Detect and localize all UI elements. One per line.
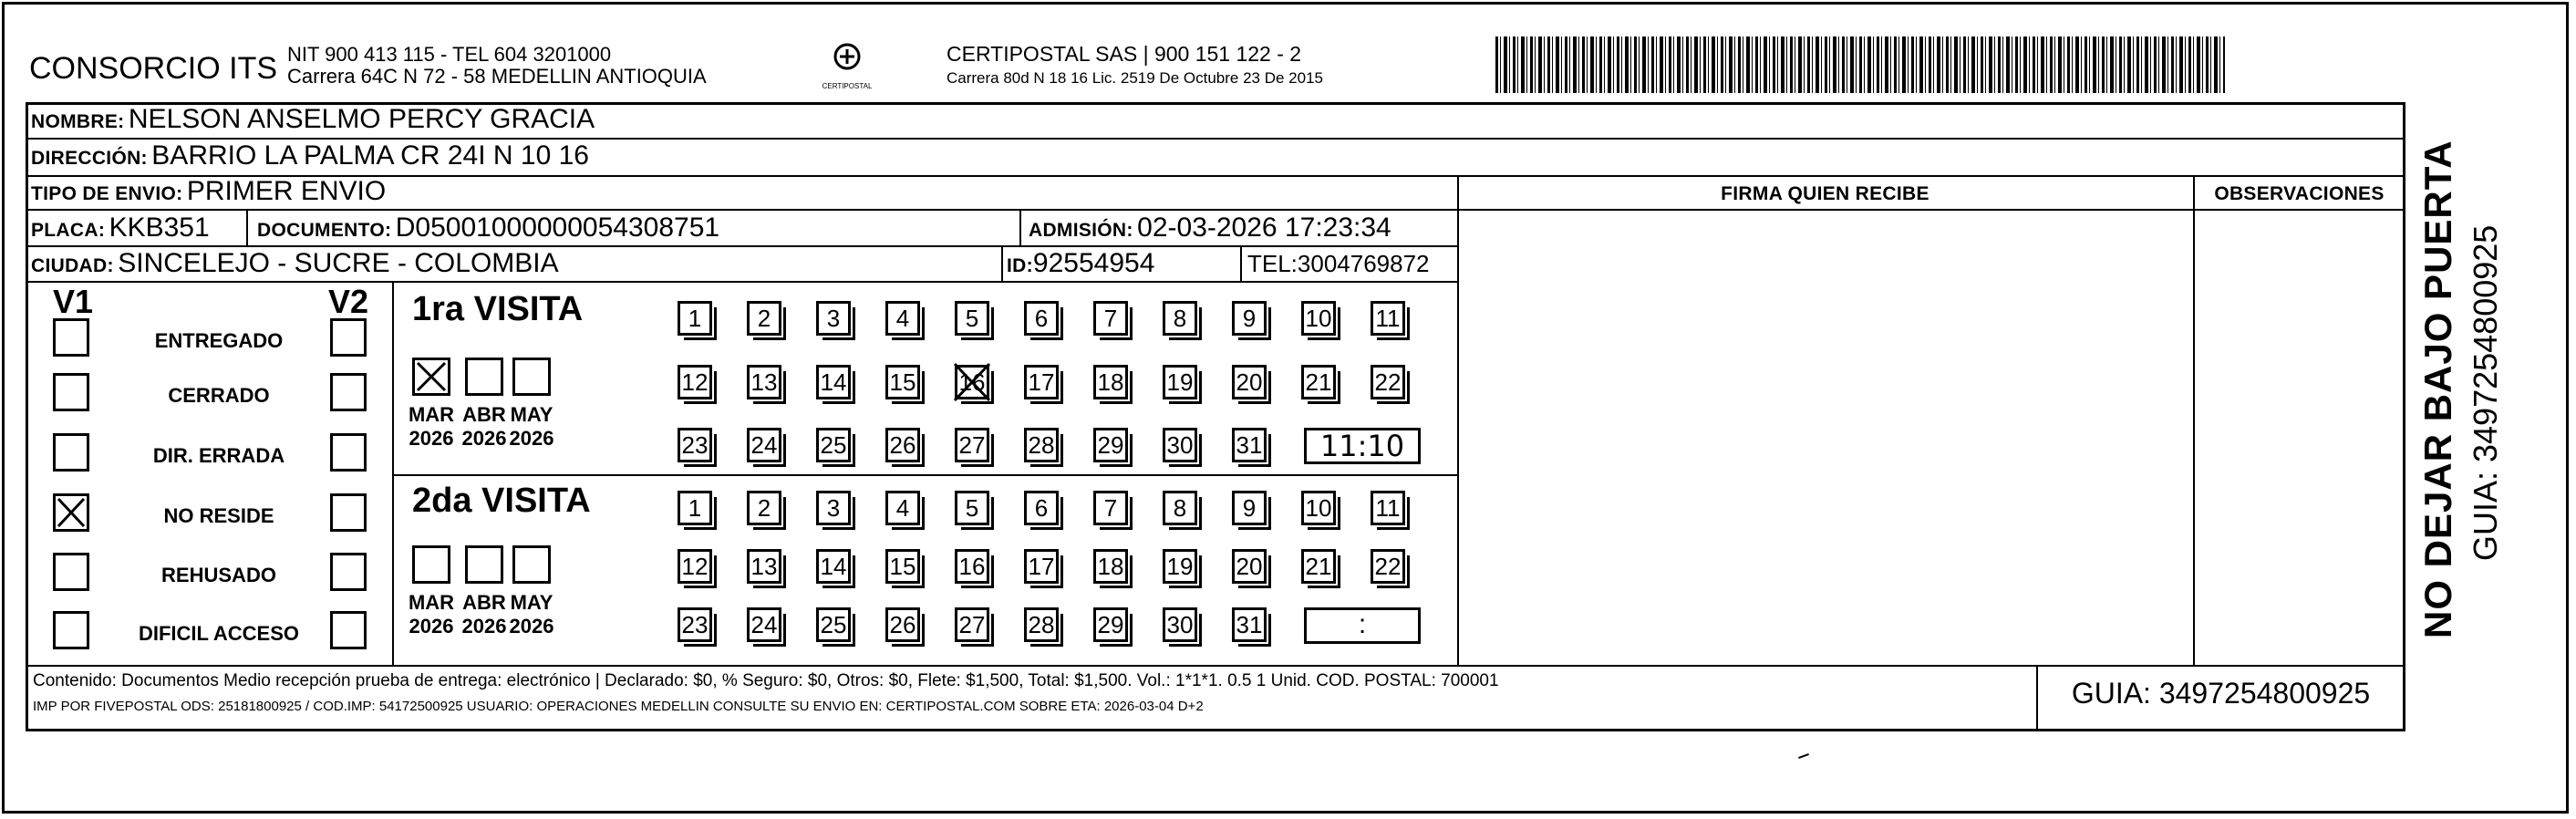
ciudad-label: CIUDAD: xyxy=(31,255,114,276)
month-label: MAY xyxy=(510,403,553,426)
day-checkbox[interactable]: 7 xyxy=(1093,301,1128,336)
day-checkbox[interactable]: 2 xyxy=(747,301,781,336)
nombre-label: NOMBRE: xyxy=(31,111,125,132)
status-label: DIFICIL ACCESO xyxy=(138,622,299,645)
day-checkbox[interactable]: 29 xyxy=(1093,428,1128,462)
day-checkbox[interactable]: 5 xyxy=(955,491,989,525)
observations-area[interactable] xyxy=(2202,219,2398,657)
day-checkbox[interactable]: 8 xyxy=(1163,301,1197,336)
tipo-value: PRIMER ENVIO xyxy=(186,176,387,206)
day-checkbox[interactable]: 13 xyxy=(747,365,781,399)
observaciones-header: OBSERVACIONES xyxy=(2214,183,2385,204)
day-checkbox[interactable]: 24 xyxy=(747,607,781,642)
day-checkbox[interactable]: 29 xyxy=(1093,607,1128,642)
status-label: DIR. ERRADA xyxy=(152,444,285,467)
day-checkbox[interactable]: 4 xyxy=(885,491,920,525)
side-title: NO DEJAR BAJO PUERTA xyxy=(2416,140,2459,638)
v1-checkbox[interactable] xyxy=(53,433,89,472)
v1-checkbox[interactable] xyxy=(53,373,89,411)
visit2-time-field[interactable]: : xyxy=(1304,607,1421,644)
company-nit: NIT 900 413 115 - TEL 604 3201000 xyxy=(287,43,612,66)
v2-checkbox[interactable] xyxy=(330,553,367,591)
day-checkbox[interactable]: 21 xyxy=(1301,549,1336,584)
v1-checkbox[interactable] xyxy=(53,318,89,357)
day-checkbox[interactable]: 22 xyxy=(1371,549,1405,584)
footer-imp: IMP POR FIVEPOSTAL ODS: 25181800925 / COD.IMP: 54172500925 USUARIO: OPERACIONES MEDELLIN CONSULTE SU ENVIO EN: CERTIPOSTAL.COM SOBRE ETA: 2026-03-04 D+2 xyxy=(33,699,1204,714)
day-checkbox[interactable]: 17 xyxy=(1024,549,1059,584)
day-checkbox[interactable]: 10 xyxy=(1301,491,1336,525)
day-checkbox[interactable]: 18 xyxy=(1093,365,1128,399)
month-year: 2026 xyxy=(409,427,454,450)
v2-checkbox[interactable] xyxy=(330,433,367,472)
month-label: ABR xyxy=(462,403,506,426)
day-checkbox[interactable]: 19 xyxy=(1163,549,1197,584)
status-label: CERRADO xyxy=(168,384,270,407)
v2-checkbox[interactable] xyxy=(330,318,367,357)
documento-value: D05001000000054308751 xyxy=(395,213,720,243)
day-checkbox[interactable]: 16 xyxy=(955,365,989,399)
month-label: MAR xyxy=(408,403,455,426)
carrier-address: Carrera 80d N 18 16 Lic. 2519 De Octubre 23 De 2015 xyxy=(947,69,1323,87)
v1-checkbox[interactable] xyxy=(53,553,89,591)
day-checkbox[interactable]: 26 xyxy=(885,428,920,462)
day-checkbox[interactable]: 26 xyxy=(885,607,920,642)
day-checkbox[interactable]: 12 xyxy=(678,365,712,399)
day-checkbox[interactable]: 3 xyxy=(816,491,851,525)
visit2-title: 2da VISITA xyxy=(412,482,591,520)
day-checkbox[interactable]: 16 xyxy=(955,549,989,584)
footer-guia: GUIA: 3497254800925 xyxy=(2071,677,2371,710)
v1-header: V1 xyxy=(53,283,94,320)
month-year: 2026 xyxy=(509,615,554,638)
day-checkbox[interactable]: 25 xyxy=(816,607,851,642)
day-checkbox[interactable]: 24 xyxy=(747,428,781,462)
day-checkbox[interactable]: 13 xyxy=(747,549,781,584)
day-checkbox[interactable]: 9 xyxy=(1232,491,1267,525)
day-checkbox[interactable]: 28 xyxy=(1024,428,1059,462)
day-checkbox[interactable]: 14 xyxy=(816,365,851,399)
v2-header: V2 xyxy=(328,283,369,320)
month-year: 2026 xyxy=(409,615,454,638)
side-guia: GUIA: 3497254800925 xyxy=(2467,224,2504,561)
ciudad-value: SINCELEJO - SUCRE - COLOMBIA xyxy=(118,248,559,278)
footer-contenido: Contenido: Documentos Medio recepción prueba de entrega: electrónico | Declarado: $0, % Seguro: $0, Otros: $0, Flete: $1,500, Total: $1,500. Vol.: 1*1*1. 0.5 1 Unid. COD. POSTAL: 700001 xyxy=(33,671,1499,690)
day-checkbox[interactable]: 27 xyxy=(955,428,989,462)
tipo-label: TIPO DE ENVIO: xyxy=(31,183,183,204)
day-checkbox[interactable]: 10 xyxy=(1301,301,1336,336)
month-label: MAR xyxy=(408,591,455,614)
tel-label: TEL: xyxy=(1247,250,1298,277)
day-checkbox[interactable]: 1 xyxy=(678,301,712,336)
company-address: Carrera 64C N 72 - 58 MEDELLIN ANTIOQUIA xyxy=(287,65,707,88)
day-checkbox[interactable]: 20 xyxy=(1232,365,1267,399)
day-checkbox[interactable]: 22 xyxy=(1371,365,1405,399)
month-checkbox[interactable] xyxy=(512,358,551,396)
placa-label: PLACA: xyxy=(31,220,106,241)
day-checkbox[interactable]: 7 xyxy=(1093,491,1128,525)
day-checkbox[interactable]: 23 xyxy=(678,607,712,642)
day-checkbox[interactable]: 5 xyxy=(955,301,989,336)
day-checkbox[interactable]: 3 xyxy=(816,301,851,336)
v1-checkbox[interactable] xyxy=(53,611,89,649)
v2-checkbox[interactable] xyxy=(330,611,367,649)
v2-checkbox[interactable] xyxy=(330,373,367,411)
month-year: 2026 xyxy=(461,615,507,638)
visit1-title: 1ra VISITA xyxy=(412,290,584,328)
day-checkbox[interactable]: 14 xyxy=(816,549,851,584)
day-checkbox[interactable]: 4 xyxy=(885,301,920,336)
day-checkbox[interactable]: 30 xyxy=(1163,607,1197,642)
day-checkbox[interactable]: 25 xyxy=(816,428,851,462)
documento-label: DOCUMENTO: xyxy=(257,220,392,241)
day-checkbox[interactable]: 31 xyxy=(1232,607,1267,642)
visit1-time-field[interactable]: 11:10 xyxy=(1304,428,1421,464)
day-check-mark xyxy=(952,361,992,403)
day-checkbox[interactable]: 30 xyxy=(1163,428,1197,462)
placa-value: KKB351 xyxy=(109,213,210,243)
day-checkbox[interactable]: 19 xyxy=(1163,365,1197,399)
month-checkbox[interactable] xyxy=(512,545,551,584)
status-label: NO RESIDE xyxy=(163,504,274,527)
v2-checkbox[interactable] xyxy=(330,493,367,532)
month-label: MAY xyxy=(510,591,553,614)
day-checkbox[interactable]: 20 xyxy=(1232,549,1267,584)
day-checkbox[interactable]: 21 xyxy=(1301,365,1336,399)
day-checkbox[interactable]: 23 xyxy=(678,428,712,462)
barcode xyxy=(1495,36,2225,93)
logo-text: CERTIPOSTAL xyxy=(822,82,873,90)
status-label: ENTREGADO xyxy=(154,329,284,352)
company-name: CONSORCIO ITS xyxy=(29,51,278,86)
day-checkbox[interactable]: 6 xyxy=(1024,491,1059,525)
day-checkbox[interactable]: 11 xyxy=(1371,491,1405,525)
month-checkbox[interactable] xyxy=(412,545,450,584)
month-checkbox[interactable] xyxy=(465,545,503,584)
day-checkbox[interactable]: 18 xyxy=(1093,549,1128,584)
day-checkbox[interactable]: 15 xyxy=(885,549,920,584)
direccion-label: DIRECCIÓN: xyxy=(31,148,148,169)
day-checkbox[interactable]: 27 xyxy=(955,607,989,642)
month-year: 2026 xyxy=(509,427,554,450)
v1-checkbox[interactable] xyxy=(53,493,89,532)
id-value: 92554954 xyxy=(1032,248,1155,278)
signature-area[interactable] xyxy=(1468,219,2184,657)
month-checkbox[interactable] xyxy=(465,358,503,396)
day-checkbox[interactable]: 31 xyxy=(1232,428,1267,462)
month-checkbox[interactable] xyxy=(412,358,450,396)
firma-header: FIRMA QUIEN RECIBE xyxy=(1721,183,1929,204)
day-checkbox[interactable]: 1 xyxy=(678,491,712,525)
carrier-line: CERTIPOSTAL SAS | 900 151 122 - 2 xyxy=(947,42,1302,66)
day-checkbox[interactable]: 15 xyxy=(885,365,920,399)
admision-label: ADMISIÓN: xyxy=(1029,220,1133,241)
admision-value: 02-03-2026 17:23:34 xyxy=(1137,213,1391,243)
day-checkbox[interactable]: 28 xyxy=(1024,607,1059,642)
month-label: ABR xyxy=(462,591,506,614)
day-checkbox[interactable]: 17 xyxy=(1024,365,1059,399)
day-checkbox[interactable]: 6 xyxy=(1024,301,1059,336)
status-label: REHUSADO xyxy=(161,564,276,586)
day-checkbox[interactable]: 2 xyxy=(747,491,781,525)
day-checkbox[interactable]: 12 xyxy=(678,549,712,584)
id-label: ID: xyxy=(1007,255,1033,276)
day-checkbox[interactable]: 8 xyxy=(1163,491,1197,525)
day-checkbox[interactable]: 9 xyxy=(1232,301,1267,336)
tel-value: 3004769872 xyxy=(1297,250,1430,277)
month-year: 2026 xyxy=(461,427,507,450)
day-checkbox[interactable]: 11 xyxy=(1371,301,1405,336)
direccion-value: BARRIO LA PALMA CR 24I N 10 16 xyxy=(151,140,589,171)
nombre-value: NELSON ANSELMO PERCY GRACIA xyxy=(128,104,595,134)
